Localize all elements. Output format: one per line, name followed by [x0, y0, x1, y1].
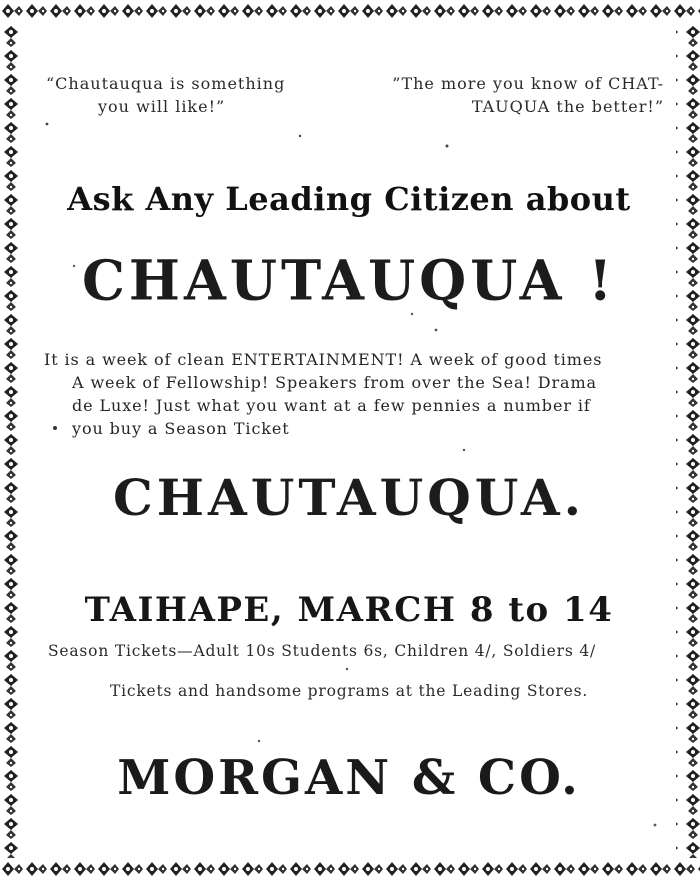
right-quote	[364, 72, 664, 118]
right-quote-line-2: TAUQUA the better!”	[471, 97, 664, 116]
programs-line: Tickets and handsome programs at the Leading Stores.	[109, 682, 589, 700]
body-line-2: A week of Fellowship! Speakers from over the Sea! Drama	[72, 373, 597, 392]
right-quote-line-1: ”The more you know of CHAT-	[392, 74, 664, 93]
chautauqua-title-1: CHAUTAUQUA !	[81, 247, 617, 313]
body-line-3: de Luxe! Just what you want at a few pennies a number if	[72, 396, 591, 415]
left-quote-line-2: you will like!”	[98, 97, 226, 116]
body-line-1: It is a week of clean ENTERTAINMENT! A week of good times	[44, 350, 603, 369]
season-tickets-prices: Season Tickets—Adult 10s Students 6s, Children 4/, Soldiers 4/	[48, 642, 596, 660]
headline: Ask Any Leading Citizen about	[67, 180, 631, 218]
body-line-4: you buy a Season Ticket	[72, 419, 290, 438]
left-quote-line-1: “Chautauqua is something	[46, 74, 286, 93]
advertiser-name: MORGAN & CO.	[117, 750, 581, 806]
body-copy	[44, 348, 666, 440]
chautauqua-title-2: CHAUTAUQUA.	[112, 468, 586, 527]
left-quote	[46, 72, 316, 118]
event-date-line: TAIHAPE, MARCH 8 to 14	[84, 590, 614, 630]
ad-content	[30, 30, 668, 852]
